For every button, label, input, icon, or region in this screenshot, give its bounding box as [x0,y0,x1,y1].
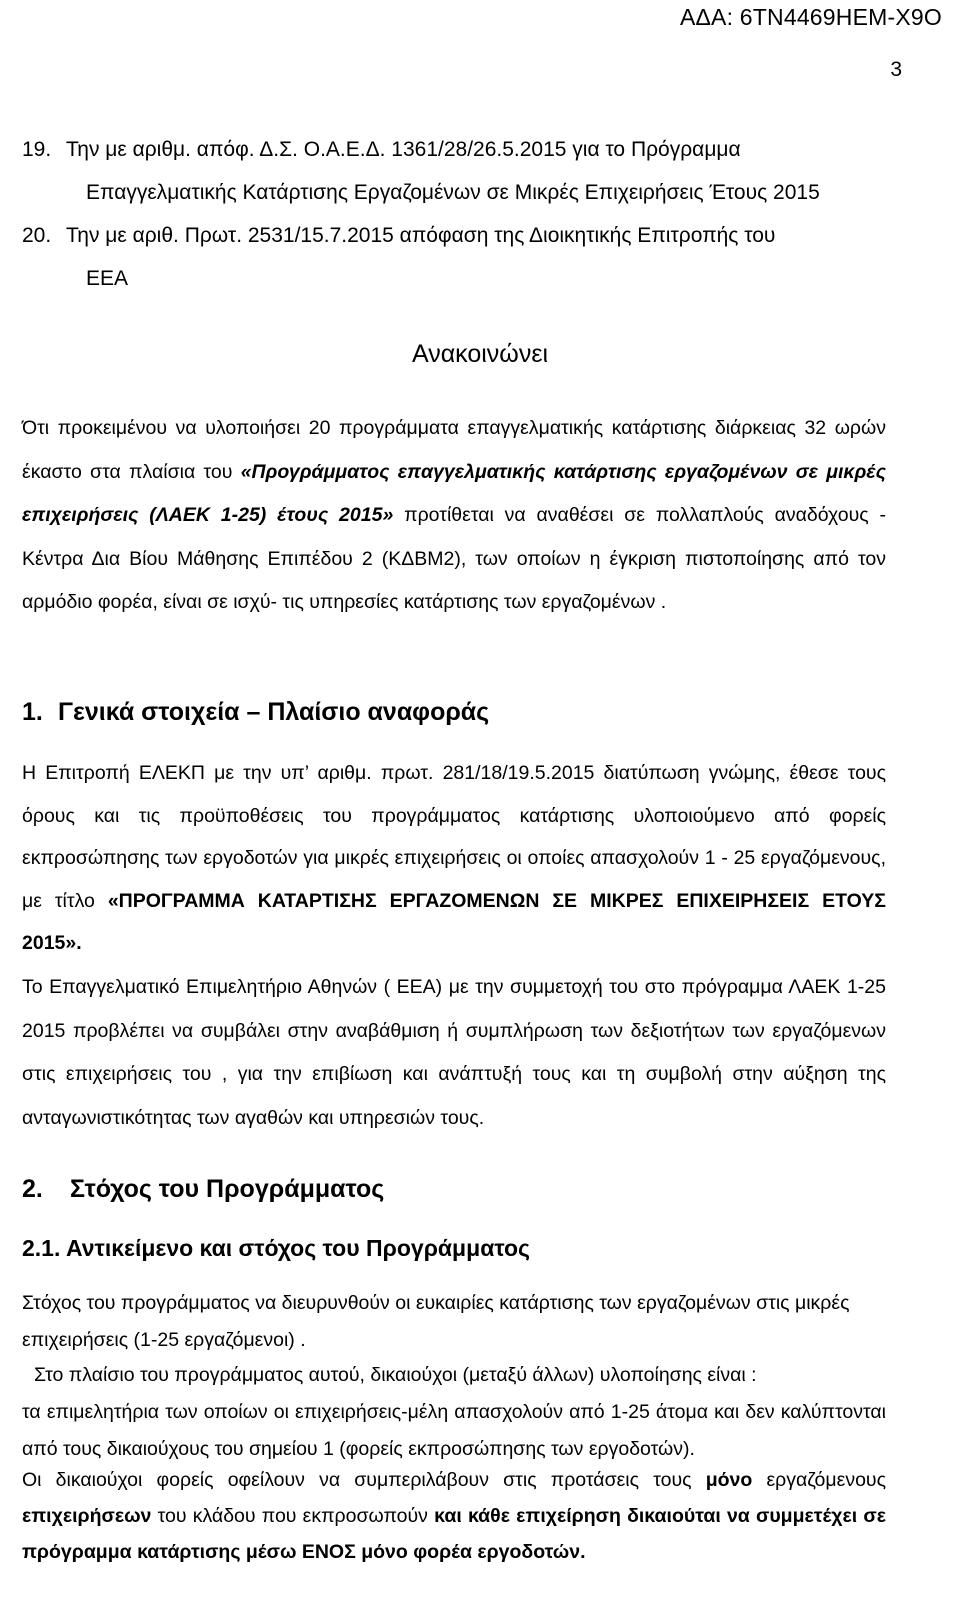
eea-paragraph: Το Επαγγελματικό Επιμελητήριο Αθηνών ( ΕΕΑ) με την συμμετοχή του στο πρόγραμμα ΛΑΕΚ 1-25 2015 προβλέπει να συμβάλει στην αναβάθμιση ή συμπλήρωση των δεξιοτήτων των εργαζόμενων στις επιχειρήσεις του , για την επιβίωση και ανάπτυξή τους και τη συμβολή στην αύξηση της ανταγωνιστικότητας των αγαθών και υπηρεσιών τους. [22,976,886,1129]
emphasis-single-body: και κάθε επιχείρηση δικαιούται να συμμετέχει σε πρόγραμμα κατάρτισης μέσω ΕΝΟΣ μόνο φορέα εργοδοτών. [22,1505,886,1563]
section-number: 1. [22,698,43,726]
list-item-continuation: ΕΕΑ [86,267,129,290]
obligations-text: του κλάδου που εκπροσωπούν [151,1505,435,1527]
section-number: 2.1. [22,1235,61,1261]
numbered-list [22,128,902,300]
objective-paragraph: Στόχος του προγράμματος να διευρυνθούν οι ευκαιρίες κατάρτισης των εργαζομένων στις μικρές επιχειρήσεις (1-25 εργαζόμενοι) . [22,1292,850,1351]
list-item-number: 19. [22,138,52,161]
section-heading-1 [22,698,489,727]
list-item-text: Την με αριθ. Πρωτ. 2531/15.7.2015 απόφαση της Διοικητικής Επιτροπής του [66,224,776,247]
obligations-text: Οι δικαιούχοι φορείς οφείλουν να συμπεριλάβουν στις προτάσεις τους [22,1469,706,1491]
intro-paragraph [22,407,886,625]
emphasis-only: μόνο [705,1469,753,1491]
section-number: 2. [22,1175,43,1203]
obligations-text: εργαζόμενους [752,1469,886,1491]
list-item-text: Την με αριθμ. απόφ. Δ.Σ. Ο.Α.Ε.Δ. 1361/28/26.5.2015 για το Πρόγραμμα [66,138,741,161]
chambers-paragraph: τα επιμελητήρια των οποίων οι επιχειρήσεις-μέλη απασχολούν από 1-25 άτομα και δεν καλύπτονται από τους δικαιούχους του σημείου 1 (φορείς εκπροσώπησης των εργοδοτών). [22,1401,886,1460]
list-item-continuation: Επαγγελματικής Κατάρτισης Εργαζομένων σε Μικρές Επιχειρήσεις Έτους 2015 [86,181,820,204]
ada-code: ΑΔΑ: 6ΤΝ4469ΗΕΜ-Χ9Ο [679,4,942,30]
section-title: Γενικά στοιχεία – Πλαίσιο αναφοράς [58,698,490,726]
list-item-number: 20. [22,224,52,247]
intro-text-cont: προτίθεται να αναθέσει σε πολλαπλούς αναδόχους - Κέντρα Δια Βίου Μάθησης Επιπέδου 2 (ΚΔΒΜ2), των οποίων η έγκριση πιστοποίησης από τον αρμόδιο φορέα, είναι σε ισχύ- τις υπηρεσίες κατάρτισης των εργαζομένων . [22,504,887,613]
emphasis-businesses: επιχειρήσεων [22,1505,152,1527]
obligations-paragraph [22,1462,886,1570]
intro-text: Ότι προκειμένου να υλοποιήσει 20 προγράμματα επαγγελματικής κατάρτισης διάρκειας 32 ωρών έκαστο στα πλαίσια του [22,417,886,483]
list-item [22,214,902,300]
page-number: 3 [890,58,902,81]
list-item [22,128,902,214]
beneficiaries-paragraph: Στο πλαίσιο του προγράμματος αυτού, δικαιούχοι (μεταξύ άλλων) υλοποίησης είναι : [34,1364,757,1386]
section-heading-2 [22,1175,384,1204]
announce-heading: Ανακοινώνει [411,340,549,368]
program-name-bold: «ΠΡΟΓΡΑΜΜΑ ΚΑΤΑΡΤΙΣΗΣ ΕΡΓΑΖΟΜΕΝΩΝ ΣΕ ΜΙΚΡΕΣ ΕΠΙΧΕΙΡΗΣΕΙΣ ΕΤΟΥΣ 2015». [22,889,886,954]
framework-paragraph [22,752,886,965]
framework-text: Η Επιτροπή ΕΛΕΚΠ με την υπ’ αριθμ. πρωτ. 281/18/19.5.2015 διατύπωση γνώμης, έθεσε τους όρους και τις προϋποθέσεις του προγράμματος κατάρτισης υλοποιούμενο από φορείς εκπροσώπησης των εργοδοτών για μικρές επιχειρήσεις οι οποίες απασχολούν 1 - 25 εργαζόμενους, με τίτλο [22,762,886,912]
section-title: Στόχος του Προγράμματος [70,1175,385,1203]
section-heading-2-1 [22,1235,530,1262]
section-title: Αντικείμενο και στόχος του Προγράμματος [66,1235,530,1261]
program-title-emphasis: «Προγράμματος επαγγελματικής κατάρτισης εργαζομένων σε μικρές επιχειρήσεις (ΛΑΕΚ 1-25) έτους 2015» [22,460,886,526]
